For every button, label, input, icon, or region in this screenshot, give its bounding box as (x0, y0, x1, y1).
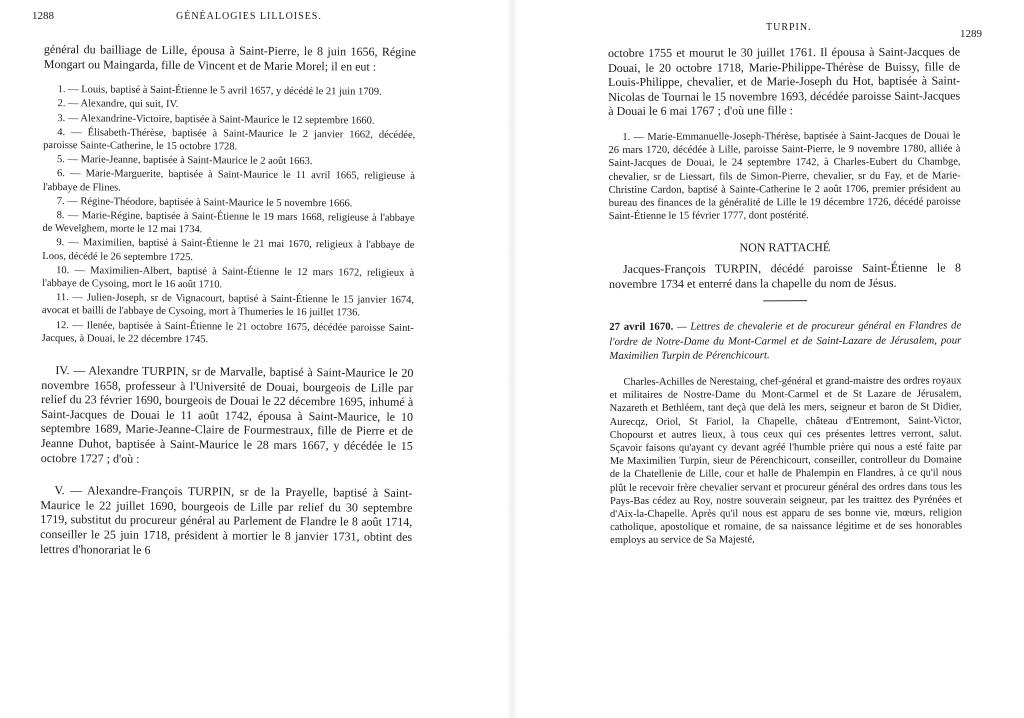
left-running-head: GÉNÉALOGIES LILLOISES. (176, 11, 322, 22)
child-entry: 6. — Marie-Marguerite, baptisée à Saint-Maurice le 11 avril 1665, religieuse à l'abbaye de Flines. (42, 168, 415, 194)
child-entry: 12. — Ilenée, baptisée à Saint-Étienne le 21 octobre 1675, décédée paroisse Saint-Jacques, à Douai, le 22 décembre 1745. (41, 319, 414, 346)
child-entry: 11. — Julien-Joseph, sr de Vignacourt, baptisé à Saint-Étienne le 15 janvier 1674, avocat et bailli de l'abbaye de Cysoing, mort à Thumeries le 16 juillet 1736. (41, 292, 415, 319)
section-v-paragraph: V. — Alexandre-François TURPIN, sr de la Prayelle, baptisé à Saint-Maurice le 22 juillet 1690, bourgeois de Lille par relief du 30 septembre 1719, substitut du procureur général au Parlement de Flandre le 8 août 1714, conseiller le 25 juin 1718, président à mortier le 8 janvier 1731, obtint des lettres d'honorariat le 6 (39, 483, 413, 557)
child-entry: 5. — Marie-Jeanne, baptisée à Saint-Maurice le 2 août 1663. (57, 154, 313, 168)
non-rattache-title: NON RATTACHÉ (739, 240, 831, 255)
child-entry: 7. — Régine-Théodore, baptisée à Saint-Maurice le 5 novembre 1666. (56, 195, 353, 210)
intro-paragraph: général du bailliage de Lille, épousa à Saint-Pierre, le 8 juin 1656, Régine Mongart ou Maingarda, fille de Vincent et de Marie Morel; il en eut : (43, 42, 416, 74)
child-entry: 1. — Louis, baptisé à Saint-Étienne le 5 avril 1657, y décédé le 21 juin 1709. (57, 84, 382, 98)
child-entry: 9. — Maximilien, baptisé à Saint-Étienne le 21 mai 1670, religieux à l'abbaye de Loos, décédé le 26 septembre 1725. (42, 237, 415, 263)
letter-title: — Lettres de chevalerie et de procureur général en Flandres de l'ordre de Notre-Dame du Mont-Carmel et de Saint-Lazare de Jérusalem, pour Maximilien Turpin de Pérenchicourt. (609, 319, 962, 363)
left-text-column (40, 42, 416, 559)
letter-date: 27 avril 1670. (609, 320, 674, 334)
daughter-entry: 1. — Marie-Emmanuelle-Joseph-Thérèse, baptisée à Saint-Jacques de Douai le 26 mars 1720, décédée à Lille, paroisse Saint-Pierre, le 9 novembre 1780, alliée à Saint-Jacques de Douai, le 24 septembre 1742, à Charles-Eubert du Chambge, chevalier, sr de Liessart, fils de Simon-Pierre, chevalier, sr du Fay, et de Marie-Christine Cardon, baptisé à Sainte-Catherine le 2 août 1706, premier président au bureau des finances de la généralité de Lille le 19 décembre 1726, décédé paroisse Saint-Étienne le 15 février 1777, dont postérité. (608, 130, 961, 223)
right-page (512, 0, 1024, 718)
child-entry: 10. — Maximilien-Albert, baptisé à Saint-Étienne le 12 mars 1672, religieux à l'abbaye de Cysoing, mort le 16 août 1710. (42, 264, 415, 291)
child-entry: 8. — Marie-Régine, baptisée à Saint-Étienne le 19 mars 1668, religieuse à l'abbaye de Wevelghem, morte le 12 mai 1734. (42, 210, 415, 236)
letter-body: Charles-Achilles de Nerestaing, chef-général et grand-maistre des ordres royaux et militaires de Nostre-Dame du Mont-Carmel et de St Lazare de Jérusalem, Nazareth et Bethléem, tant deçà que delà les mers, seigneur et baron de St Didier, Aurecqz, Oriol, St Fariol, la Chapelle, château d'Entremont, Saint-Victor, Chopourst et autres lieux, à tous ceux qui ces présentes lettres verront, salut. Sçavoir faisons qu'ayant cy devant agréé l'humble prière qui nous a esté faite par Me Maximilien Turpin, sieur de Pérenchicourt, conseiller, controlleur du Domaine de la Chatellenie de Lille, cour et halle de Phalempin en Flandres, à ce qu'il nous plût le recevoir frère chevalier servant et procureur général des ordres dans tous les Pays-Bas cédez au Roy, nostre souverain seigneur, par les traittez des Pyrénées et d'Aix-la-Chapelle. Après qu'il nous est apparu de ses bonne vie, mœurs, religion catholique, apostolique et romaine, de sa naissance légitime et de ses honorables employs au service de Sa Majesté, (609, 375, 963, 547)
section-iv-paragraph: IV. — Alexandre TURPIN, sr de Marvalle, baptisé à Saint-Maurice le 20 novembre 1658, professeur à l'Université de Douai, bourgeois de Lille par relief du 23 février 1690, bourgeois de Douai le 22 décembre 1695, inhumé à Saint-Jacques de Douai le 11 août 1742, épousa à Saint-Maurice, le 10 septembre 1689, Marie-Jeanne-Claire de Fourmestraux, fille de Pierre et de Jeanne Duhot, baptisée à Saint-Maurice le 28 mars 1667, y décédée le 15 octobre 1727 ; d'où : (40, 363, 414, 466)
child-entry: 2. — Alexandre, qui suit, IV. (57, 98, 179, 111)
section-divider (763, 300, 807, 301)
non-rattache-paragraph: Jacques-François TURPIN, décédé paroisse Saint-Étienne le 8 novembre 1734 et enterré dans la chapelle du nom de Jésus. (609, 260, 962, 291)
right-running-head: TURPIN. (766, 22, 812, 33)
left-page-number: 1288 (32, 10, 54, 22)
continuation-paragraph: octobre 1755 et mourut le 30 juillet 1761. Il épousa à Saint-Jacques de Douai, le 20 octobre 1718, Marie-Philippe-Thérèse de Buissy, fille de Louis-Philippe, chevalier, et de Marie-Joseph du Hot, baptisée à Saint-Nicolas de Tournai le 15 novembre 1693, décédée paroisse Saint-Jacques à Douai le 6 mai 1767 ; d'où une fille : (608, 44, 961, 119)
right-text-column (608, 44, 962, 547)
child-entry: 4. — Élisabeth-Thérèse, baptisée à Saint-Maurice le 2 janvier 1662, décédée, paroisse Sainte-Catherine, le 15 octobre 1728. (43, 126, 416, 153)
child-entry: 3. — Alexandrine-Victoire, baptisée à Saint-Maurice le 12 septembre 1660. (57, 112, 375, 127)
right-page-number: 1289 (960, 28, 982, 40)
